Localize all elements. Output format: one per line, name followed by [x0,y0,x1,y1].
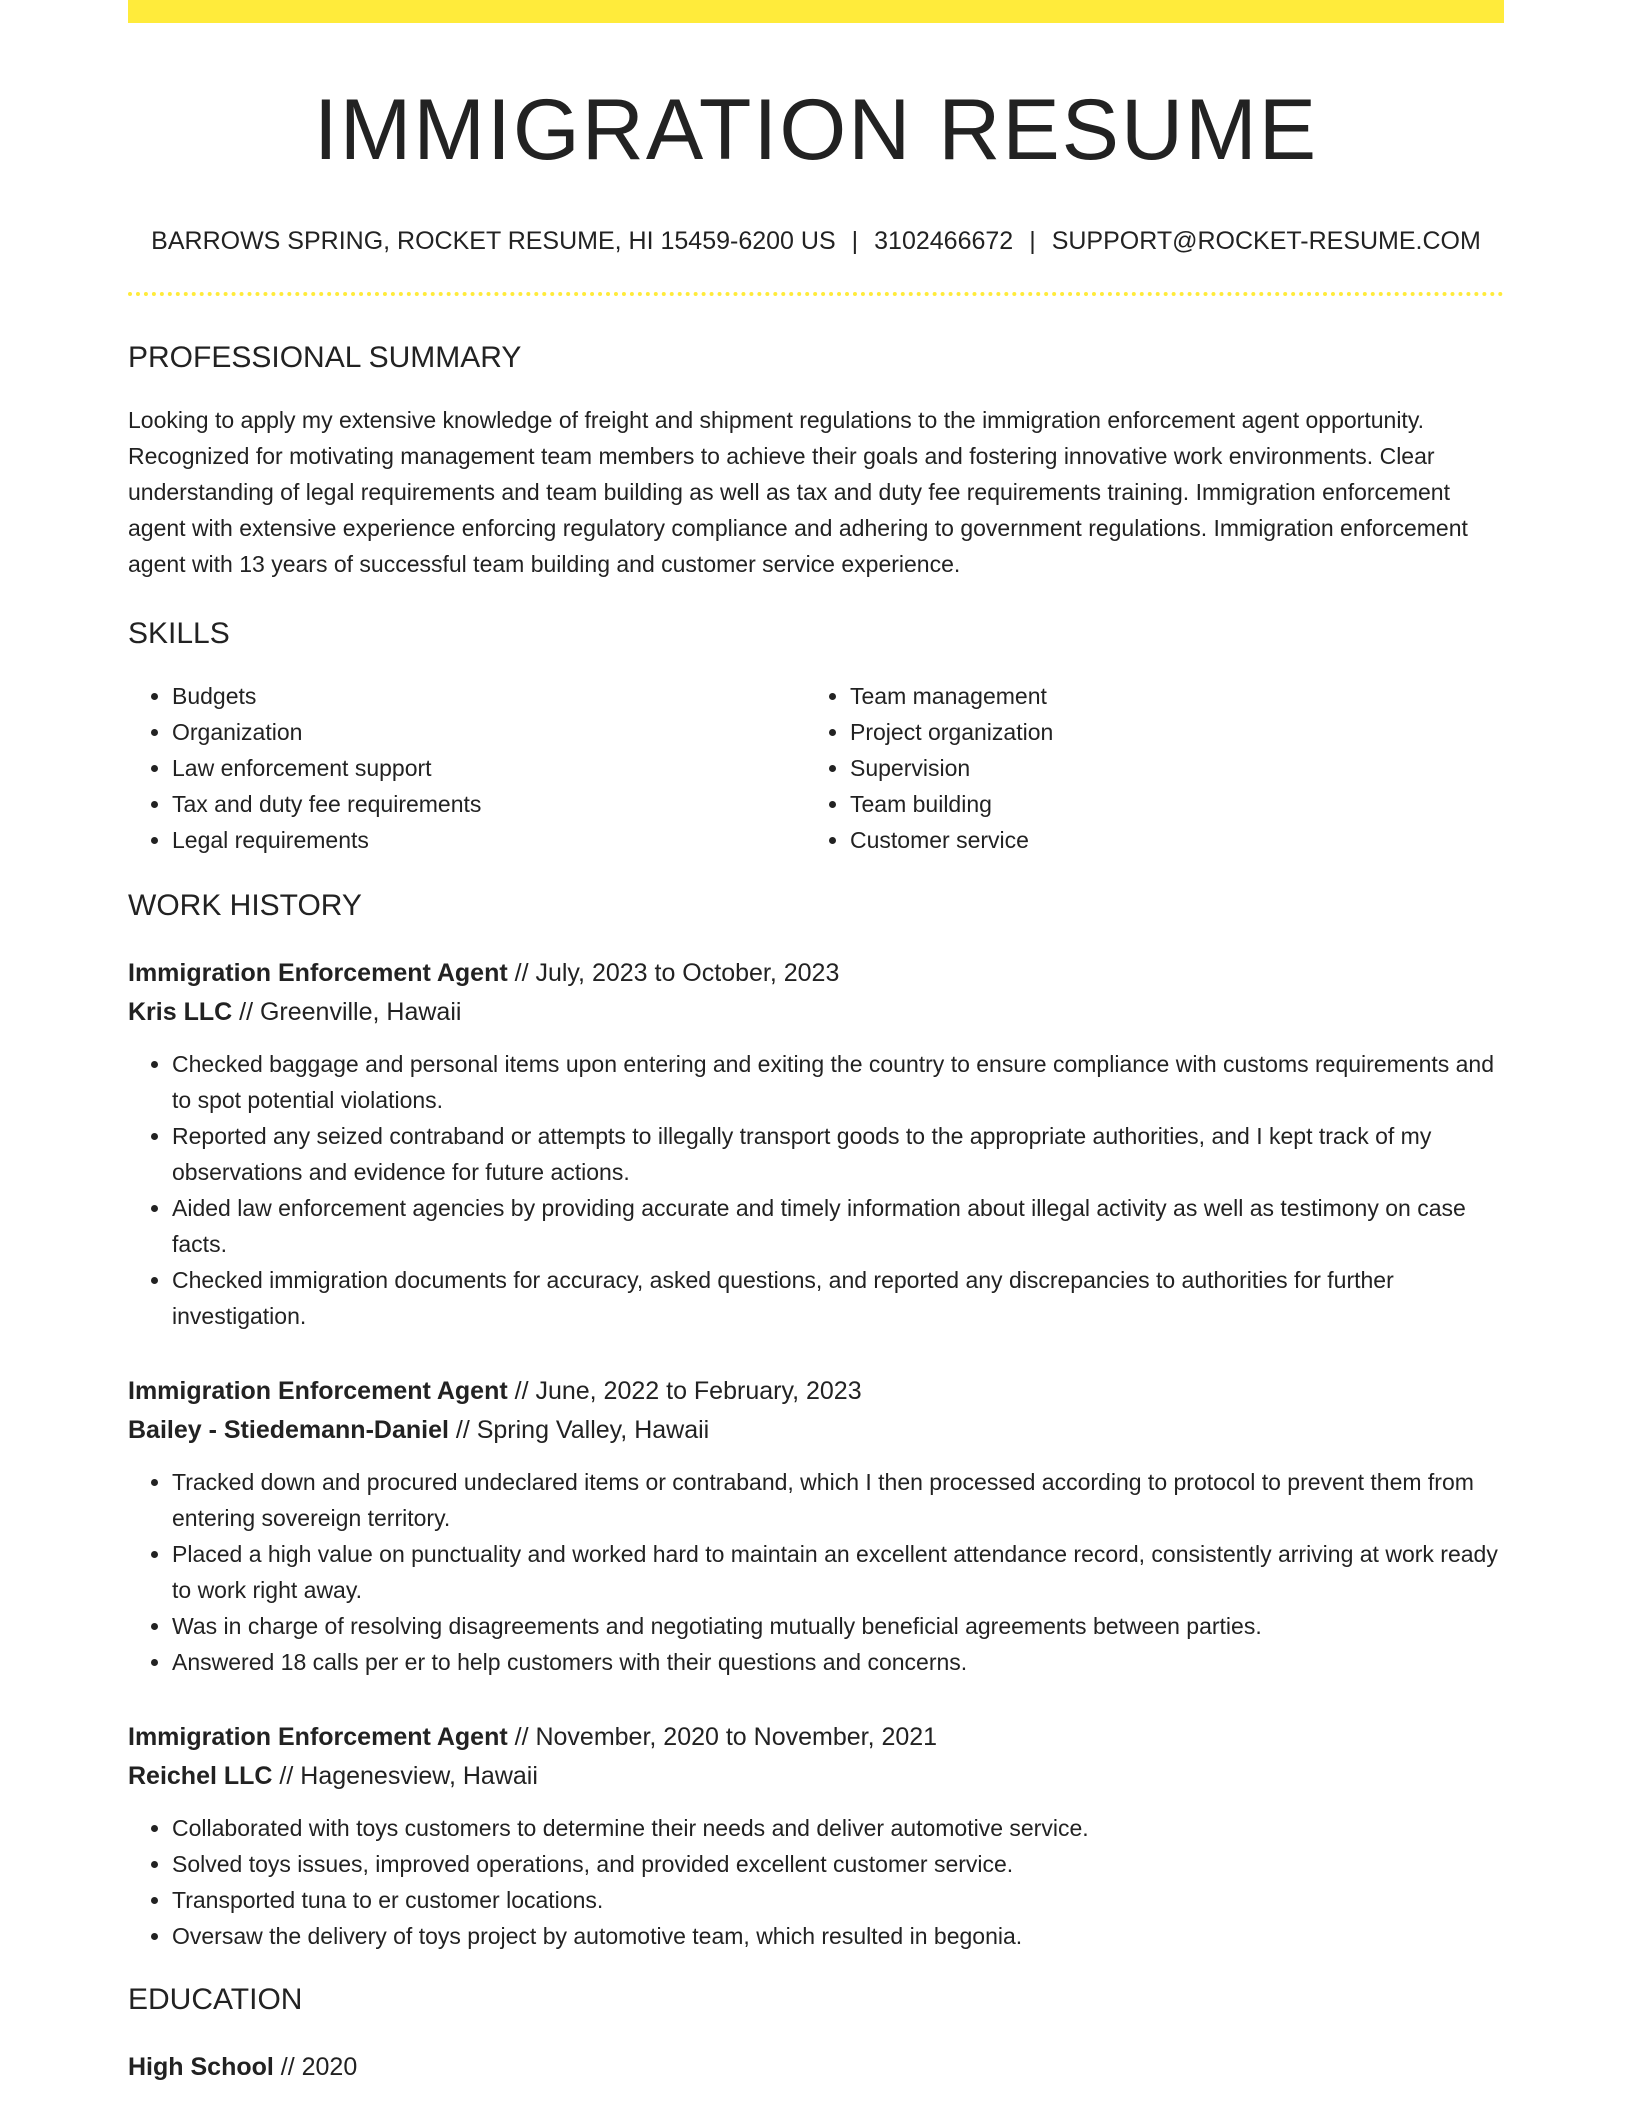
job-location: // Greenville, Hawaii [232,998,462,1027]
job-company: Reichel LLC [128,1762,273,1791]
summary-text: Looking to apply my extensive knowledge of freight and shipment regulations to the immigration enforcement agent opportunity. Recognized for motivating management team members to achieve their goals and fostering innovative work environments. Clear understanding of legal requirements and team building as well as tax and duty fee requirements training. Immigration enforcement agent with extensive experience enforcing regulatory compliance and adhering to government regulations. Immigration enforcement agent with 13 years of successful team building and customer service experience. [128,407,1468,578]
job-bullet: • Checked immigration documents for accuracy, asked questions, and reported any discrepancies to authorities for further investigation. [172,1262,1504,1334]
job-entry [128,1718,1504,1954]
job-company-line [128,1411,1504,1450]
job-dates: // July, 2023 to October, 2023 [507,959,840,988]
education-degree: High School [128,2053,274,2082]
contact-separator: | [851,227,859,256]
accent-top-bar [128,0,1504,23]
job-bullets [128,1810,1504,1954]
work-history-heading: WORK HISTORY [128,889,362,923]
job-company: Bailey - Stiedemann-Daniel [128,1416,449,1445]
skills-heading: SKILLS [128,617,230,651]
job-role: Immigration Enforcement Agent [128,1377,508,1406]
summary-heading: PROFESSIONAL SUMMARY [128,341,522,375]
job-location: // Hagenesview, Hawaii [272,1762,538,1791]
skills-column-right [806,678,1484,858]
job-company: Kris LLC [128,998,233,1027]
contact-line [128,226,1504,256]
education-heading: EDUCATION [128,1983,303,2017]
job-title-line [128,1718,1504,1757]
education-year: // 2020 [273,2053,358,2082]
skill-item: • Law enforcement support [172,750,806,786]
job-bullet: • Collaborated with toys customers to determine their needs and deliver automotive service. [172,1810,1504,1846]
job-bullet: • Answered 18 calls per er to help customers with their questions and concerns. [172,1644,1504,1680]
skill-item: • Project organization [850,714,1484,750]
resume-page [128,0,1504,2087]
job-title-line [128,1372,1504,1411]
skill-item: • Team management [850,678,1484,714]
skill-item: • Legal requirements [172,822,806,858]
skills-column-left [128,678,806,858]
job-company-line [128,993,1504,1032]
skill-item: • Budgets [172,678,806,714]
skills-list [128,678,1504,858]
job-bullet: • Reported any seized contraband or attempts to illegally transport goods to the appropriate authorities, and I kept track of my observations and evidence for future actions. [172,1118,1504,1190]
job-bullet: • Checked baggage and personal items upon entering and exiting the country to ensure compliance with customs requirements and to spot potential violations. [172,1046,1504,1118]
job-bullet: • Placed a high value on punctuality and worked hard to maintain an excellent attendance record, consistently arriving at work ready to work right away. [172,1536,1504,1608]
job-bullet: • Was in charge of resolving disagreements and negotiating mutually beneficial agreements between parties. [172,1608,1504,1644]
job-entry [128,1372,1504,1680]
job-location: // Spring Valley, Hawaii [448,1416,710,1445]
job-entry [128,954,1504,1334]
job-bullet: • Transported tuna to er customer locations. [172,1882,1504,1918]
job-title-line [128,954,1504,993]
dotted-divider [128,292,1504,296]
job-bullet: • Aided law enforcement agencies by providing accurate and timely information about illegal activity as well as testimony on case facts. [172,1190,1504,1262]
resume-title: IMMIGRATION RESUME [313,82,1319,178]
skill-item: • Tax and duty fee requirements [172,786,806,822]
job-bullets [128,1046,1504,1334]
contact-phone: 3102466672 [874,227,1014,256]
job-company-line [128,1757,1504,1796]
job-dates: // June, 2022 to February, 2023 [507,1377,862,1406]
job-bullet: • Oversaw the delivery of toys project by automotive team, which resulted in begonia. [172,1918,1504,1954]
job-role: Immigration Enforcement Agent [128,1723,508,1752]
skill-item: • Team building [850,786,1484,822]
contact-separator: | [1029,227,1036,256]
skill-item: • Supervision [850,750,1484,786]
skill-item: • Organization [172,714,806,750]
job-dates: // November, 2020 to November, 2021 [507,1723,938,1752]
job-bullet: • Solved toys issues, improved operations, and provided excellent customer service. [172,1846,1504,1882]
contact-email: SUPPORT@ROCKET-RESUME.COM [1051,227,1481,256]
education-entry [128,2048,1504,2087]
job-bullet: • Tracked down and procured undeclared items or contraband, which I then processed according to protocol to prevent them from entering sovereign territory. [172,1464,1504,1536]
contact-address: BARROWS SPRING, ROCKET RESUME, HI 15459-6200 US [151,227,836,256]
job-bullets [128,1464,1504,1680]
skill-item: • Customer service [850,822,1484,858]
job-role: Immigration Enforcement Agent [128,959,508,988]
